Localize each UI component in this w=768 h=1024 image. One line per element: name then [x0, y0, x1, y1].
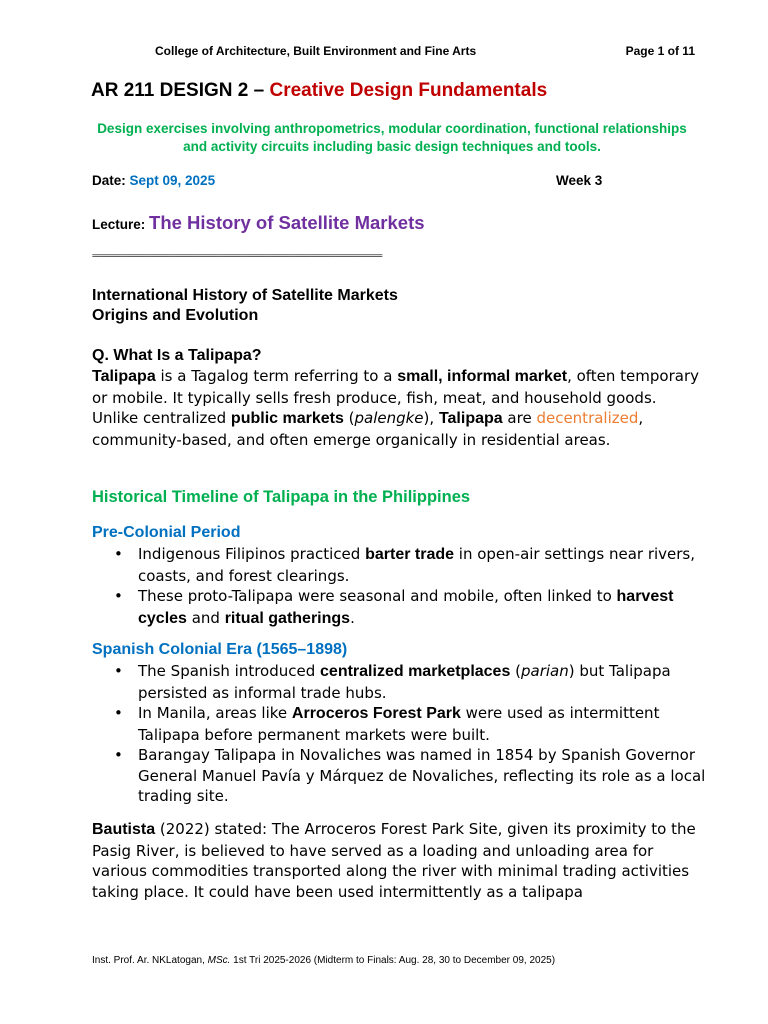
lecture-label: Lecture:	[92, 217, 150, 232]
header-page-number: Page 1 of 11	[625, 44, 695, 58]
separator-rule: ==========================================================================	[92, 251, 382, 260]
list-item: • These proto-Talipapa were seasonal and mobile, often linked to harvest cycles and ritual gatherings.	[114, 587, 674, 627]
date-label: Date:	[92, 173, 130, 188]
course-code: AR 211 DESIGN 2 –	[91, 80, 270, 101]
course-subject: Creative Design Fundamentals	[269, 80, 548, 101]
author-name: Bautista	[92, 821, 156, 838]
section-heading	[92, 286, 398, 326]
list-item: • Indigenous Filipinos practiced barter trade in open-air settings near rivers, coasts, and forest clearings.	[114, 545, 696, 585]
timeline-heading: Historical Timeline of Talipapa in the Philippines	[92, 488, 471, 506]
bautista-paragraph: Bautista (2022) stated: The Arroceros Forest Park Site, given its proximity to the Pasig River, is believed to have served as a loading and unloading area for various commodities transported along the river with minimal trading activities taking place. It could have been used intermittently as a talipapa	[92, 820, 696, 901]
spanish-era-heading: Spanish Colonial Era (1565–1898)	[92, 641, 348, 658]
lecture-title: The History of Satellite Markets	[149, 212, 425, 233]
week-label: Week 3	[556, 173, 603, 188]
list-item: • The Spanish introduced centralized marketplaces (parian) but Talipapa persisted as informal trade hubs.	[114, 662, 671, 702]
section-heading-line2: Origins and Evolution	[92, 307, 259, 324]
list-item: • In Manila, areas like Arroceros Forest Park were used as intermittent Talipapa before permanent markets were built.	[114, 704, 660, 744]
intro-paragraph: Talipapa is a Tagalog term referring to a small, informal market, often temporary or mobile. It typically sells fresh produce, fish, meat, and household goods. Unlike centralized public markets (palengke), Talipapa are decentralized, community-based, and often emerge organically in residential areas.	[92, 367, 700, 449]
precolonial-list	[92, 544, 707, 629]
list-item: • Barangay Talipapa in Novaliches was named in 1854 by Spanish Governor General Manuel Pavía y Márquez de Novaliches, reflecting its role as a local trading site.	[114, 746, 706, 805]
precolonial-heading: Pre-Colonial Period	[92, 524, 241, 541]
course-description: Design exercises involving anthropometrics, modular coordination, functional relationships and activity circuits including basic design techniques and tools.	[97, 121, 687, 154]
spanish-era-list	[92, 661, 707, 807]
section-heading-line1: International History of Satellite Markets	[92, 287, 398, 304]
term-talipapa: Talipapa	[92, 368, 156, 385]
date-value: Sept 09, 2025	[129, 173, 216, 188]
question-heading: Q. What Is a Talipapa?	[92, 347, 262, 364]
header-college: College of Architecture, Built Environment and Fine Arts	[155, 44, 477, 58]
lecture-line	[92, 212, 425, 234]
footer: Inst. Prof. Ar. NKLatogan, MSc. 1st Tri 2025-2026 (Midterm to Finals: Aug. 28, 30 to December 09, 2025)	[92, 955, 556, 966]
date-line	[92, 173, 215, 188]
course-title	[91, 80, 547, 102]
